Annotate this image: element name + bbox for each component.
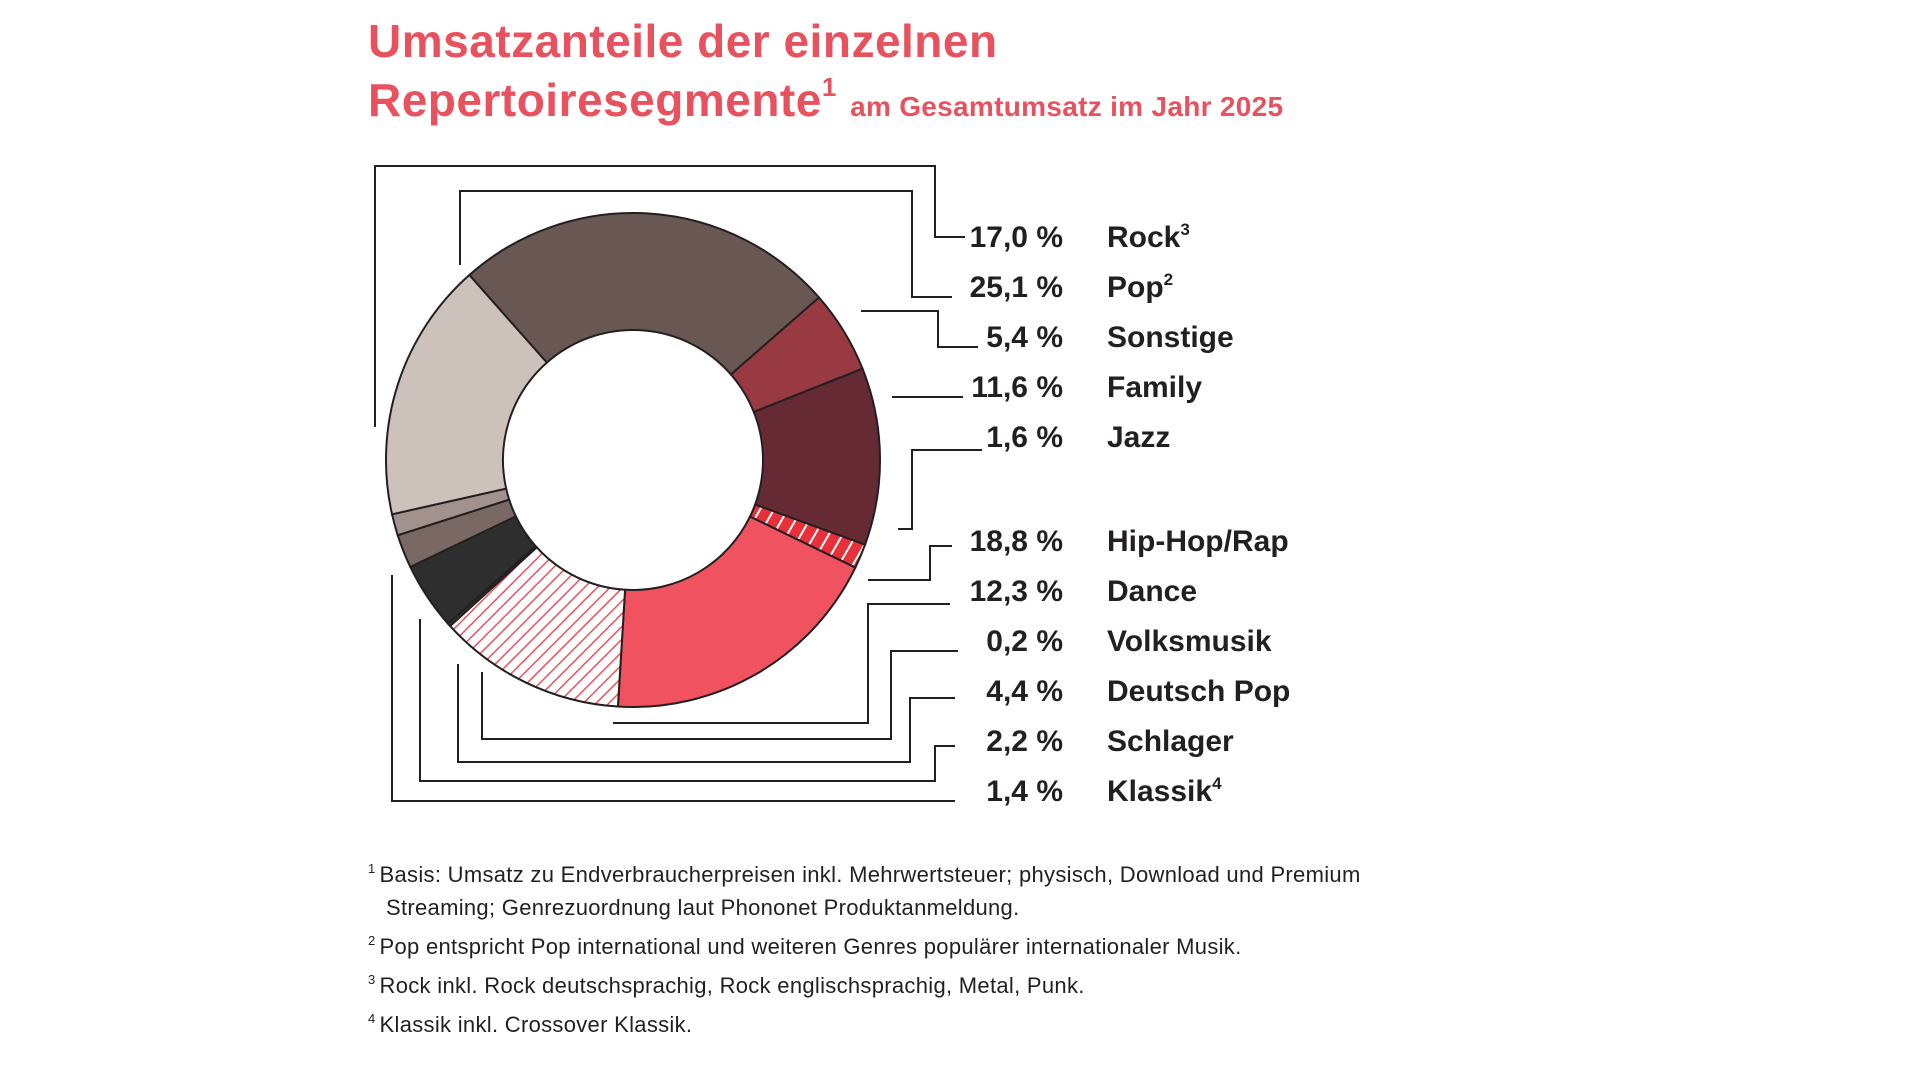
- category-label-dance: Dance: [1107, 575, 1198, 608]
- category-label-family: Family: [1107, 371, 1203, 404]
- chart-title-main: Repertoiresegmente: [368, 74, 822, 126]
- category-label-volksmusik: Volksmusik: [1107, 625, 1272, 658]
- category-label-hip-hop-rap: Hip-Hop/Rap: [1107, 525, 1289, 558]
- value-label-volksmusik: 0,2 %: [986, 625, 1063, 658]
- footnote-cont: [368, 891, 1361, 924]
- footnote-3: [368, 963, 1361, 1002]
- footnote-mark: 1: [368, 861, 376, 876]
- footnote-text: Klassik inkl. Crossover Klassik.: [379, 1012, 693, 1037]
- footnote-4: [368, 1002, 1361, 1041]
- category-label-deutsch-pop: Deutsch Pop: [1107, 675, 1291, 708]
- donut-slices: [386, 213, 880, 707]
- leader-line-hip-hop-rap: [868, 546, 952, 580]
- value-label-family: 11,6 %: [971, 371, 1063, 404]
- value-label-sonstige: 5,4 %: [986, 321, 1063, 354]
- leader-line-sonstige: [861, 311, 978, 347]
- value-label-schlager: 2,2 %: [986, 725, 1063, 758]
- leader-line-jazz: [898, 450, 982, 529]
- value-label-deutsch-pop: 4,4 %: [986, 675, 1063, 708]
- chart-subtitle: am Gesamtumsatz im Jahr 2025: [850, 91, 1284, 122]
- category-label-rock: Rock$^3$: [1107, 220, 1190, 254]
- footnotes: [368, 852, 1361, 1041]
- footnote-text: Rock inkl. Rock deutschsprachig, Rock englischsprachig, Metal, Punk.: [379, 973, 1085, 998]
- value-label-hip-hop-rap: 18,8 %: [969, 525, 1063, 558]
- value-label-jazz: 1,6 %: [986, 421, 1063, 454]
- legend-labels: [970, 220, 1291, 808]
- category-label-klassik: Klassik$^4$: [1107, 774, 1222, 808]
- category-label-jazz: Jazz: [1107, 421, 1171, 454]
- chart-title-footnote-mark: 1: [821, 72, 837, 102]
- category-label-schlager: Schlager: [1107, 725, 1234, 758]
- footnote-1: [368, 852, 1361, 891]
- value-label-klassik: 1,4 %: [986, 775, 1063, 808]
- footnote-mark: 4: [368, 1011, 376, 1026]
- footnote-text: Streaming; Genrezuordnung laut Phononet Produktanmeldung.: [386, 895, 1020, 920]
- footnote-mark: 3: [368, 972, 376, 987]
- footnote-text: Pop entspricht Pop international und weiteren Genres populärer internationaler Musik.: [379, 934, 1242, 959]
- value-label-pop: 25,1 %: [969, 271, 1063, 304]
- value-label-dance: 12,3 %: [969, 575, 1063, 608]
- value-label-rock: 17,0 %: [969, 221, 1063, 254]
- footnote-text: Basis: Umsatz zu Endverbraucherpreisen inkl. Mehrwertsteuer; physisch, Download und Premium: [379, 862, 1361, 887]
- footnote-2: [368, 924, 1361, 963]
- chart-title-line1: Umsatzanteile der einzelnen: [368, 15, 998, 67]
- category-label-sonstige: Sonstige: [1107, 321, 1234, 354]
- footnote-mark: 2: [368, 933, 376, 948]
- category-label-pop: Pop$^2$: [1107, 270, 1174, 304]
